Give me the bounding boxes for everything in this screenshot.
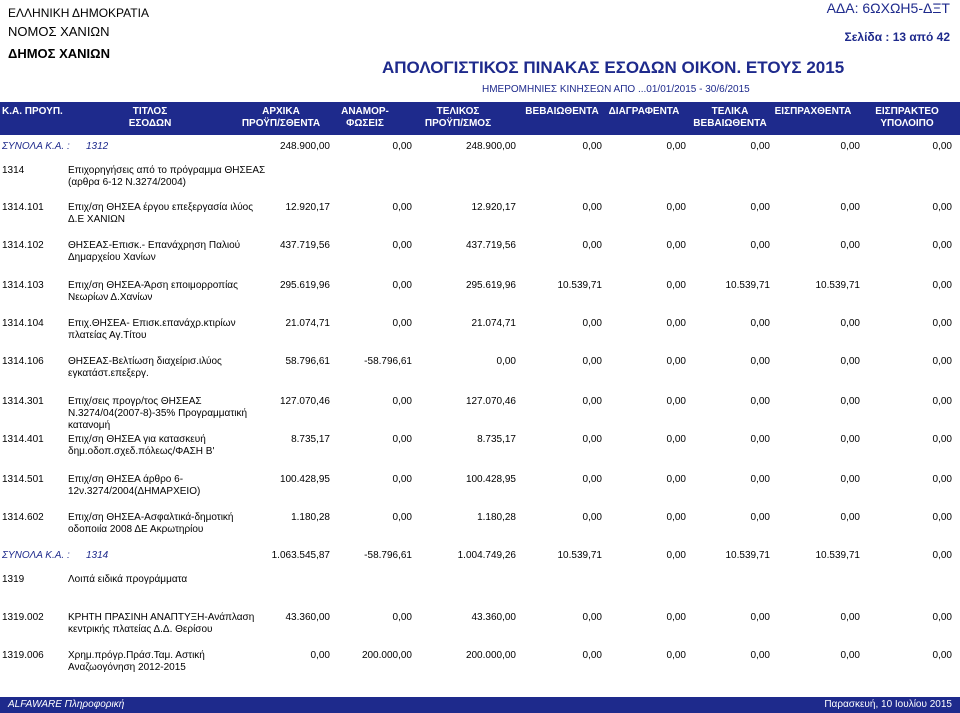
row-value: -58.796,61 [364,356,412,367]
row-value: 0,00 [932,512,952,523]
row-desc: Επιχ.ΘΗΣΕΑ- Επισκ.επανάχρ.κτιρίων πλατείας Αγ.Τίτου [68,318,236,341]
footer-date: Παρασκευή, 10 Ιουλίου 2015 [824,699,952,710]
row-value: 0,00 [750,356,770,367]
row-value: 8.735,17 [291,434,330,445]
row-value: 127.070,46 [279,396,330,407]
row-desc: Επιχ/ση ΘΗΣΕΑ-Ασφαλτικά-δημοτική οδοποιία 2008 ΔΕ Ακρωτηρίου [68,512,234,535]
row-value: 200.000,00 [465,650,516,661]
row-value: 0,00 [582,240,602,251]
row-code: 1314.501 [2,474,44,485]
row-value: 0,00 [932,650,952,661]
prefecture-label: ΝΟΜΟΣ ΧΑΝΙΩΝ [8,24,110,39]
row-value: 0,00 [932,474,952,485]
row-desc: Επιχ/ση ΘΗΣΕΑ-Άρση εποιμορροπίας Νεωρίων Δ.Χανίων [68,280,238,303]
col-remaining: ΕΙΣΠΡΑΚΤΕΟ ΥΠΟΛΟΙΠΟ [875,106,939,129]
subtotal-value: -58.796,61 [364,550,412,561]
footer-vendor: ALFAWARE Πληροφορική [8,699,125,710]
row-code: 1314.106 [2,356,44,367]
subtotal-value: 0,00 [932,550,952,561]
subtotal-value: 10.539,71 [725,550,770,561]
group-code: 1319 [2,574,25,585]
group-title: Επιχορηγήσεις από το πρόγραμμα ΘΗΣΕΑΣ (αρθρα 6-12 Ν.3274/2004) [68,165,266,188]
row-code: 1319.002 [2,612,44,623]
row-desc: ΚΡΗΤΗ ΠΡΑΣΙΝΗ ΑΝΑΠΤΥΞΗ-Ανάπλαση κεντρικής πλατείας Δ.Δ. Θερίσου [68,612,255,635]
col-title: ΤΙΤΛΟΣ ΕΣΟΔΩΝ [128,106,172,129]
row-value: 10.539,71 [815,280,860,291]
ada-code: ΑΔΑ: 6ΩΧΩΗ5-ΔΞΤ [826,0,950,16]
row-value: 0,00 [666,434,686,445]
col-collected: ΕΙΣΠΡΑΧΘΕΝΤΑ [774,106,852,117]
row-value: 295.619,96 [279,280,330,291]
subtotal-value: 0,00 [840,141,860,152]
row-value: 437.719,56 [465,240,516,251]
row-value: 0,00 [392,396,412,407]
row-value: 0,00 [840,474,860,485]
row-value: 0,00 [392,202,412,213]
row-value: 100.428,95 [465,474,516,485]
date-range: ΗΜΕΡΟΜΗΝΙΕΣ ΚΙΝΗΣΕΩΝ ΑΠΟ ...01/01/2015 - 30/6/2015 [482,84,750,95]
col-final-certified: ΤΕΛΙΚΑ ΒΕΒΑΙΩΘΕΝΤΑ [693,106,767,129]
subtotal-value: 248.900,00 [465,141,516,152]
row-value: 0,00 [750,650,770,661]
row-desc: Επιχ/ση ΘΗΣΕΑ έργου επεξεργασία ιλύος Δ.Ε ΧΑΝΙΩΝ [68,202,254,225]
row-value: 0,00 [666,240,686,251]
col-realloc: ΑΝΑΜΟΡ- ΦΩΣΕΙΣ [341,106,389,129]
row-value: 0,00 [932,434,952,445]
row-desc: Χρημ.πρόγρ.Πράσ.Ταμ. Αστική Αναζωογόνηση 2012-2015 [68,650,205,673]
page-indicator: Σελίδα : 13 από 42 [844,30,950,44]
col-initial: ΑΡΧΙΚΑ ΠΡΟΫΠ/ΣΘΕΝΤΑ [241,106,321,129]
row-desc: Επιχ/ση ΘΗΣΕΑ άρθρο 6-12ν.3274/2004(ΔΗΜΑΡΧΕΙΟ) [68,474,201,497]
row-desc: ΘΗΣΕΑΣ-Βελτίωση διαχείρισ.ιλύος εγκατάστ.επεξεργ. [68,356,222,379]
row-value: 0,00 [310,650,330,661]
row-value: 0,00 [392,512,412,523]
row-value: 21.074,71 [285,318,330,329]
row-value: 0,00 [932,202,952,213]
row-value: 12.920,17 [471,202,516,213]
row-value: 0,00 [840,434,860,445]
row-value: 0,00 [666,512,686,523]
row-value: 200.000,00 [361,650,412,661]
row-value: 0,00 [750,240,770,251]
row-value: 0,00 [840,396,860,407]
subtotal-value: 0,00 [750,141,770,152]
row-value: 295.619,96 [465,280,516,291]
row-value: 0,00 [582,512,602,523]
row-desc: Επιχ/ση ΘΗΣΕΑ για κατασκευή δημ.οδοπ.σχεδ.πόλεως/ΦΑΣΗ Β' [68,434,215,457]
row-value: 10.539,71 [557,280,602,291]
row-value: 437.719,56 [279,240,330,251]
row-value: 0,00 [840,356,860,367]
row-value: 0,00 [840,650,860,661]
report-title: ΑΠΟΛΟΓΙΣΤΙΚΟΣ ΠΙΝΑΚΑΣ ΕΣΟΔΩΝ ΟΙΚΟΝ. ΕΤΟΥΣ 2015 [382,58,845,77]
col-deleted: ΔΙΑΓΡΑΦΕΝΤΑ [608,106,680,117]
row-value: 10.539,71 [725,280,770,291]
group-code: 1314 [2,165,25,176]
subtotal-code: 1314 [86,550,109,561]
row-value: 0,00 [392,240,412,251]
row-value: 0,00 [932,396,952,407]
row-code: 1314.602 [2,512,44,523]
row-desc: Επιχ/σεις προγρ/τος ΘΗΣΕΑΣ Ν.3274/04(2007-8)-35% Προγραμματική κατανομή [68,396,248,431]
row-value: 0,00 [750,434,770,445]
row-code: 1314.104 [2,318,44,329]
row-value: 0,00 [582,474,602,485]
row-value: 0,00 [392,612,412,623]
row-value: 100.428,95 [279,474,330,485]
row-value: 0,00 [582,612,602,623]
row-value: 43.360,00 [285,612,330,623]
subtotal-value: 1.004.749,26 [457,550,516,561]
col-ka: Κ.Α. ΠΡΟΥΠ. [2,106,63,117]
row-value: 0,00 [750,396,770,407]
row-value: 0,00 [750,512,770,523]
row-value: 0,00 [840,318,860,329]
row-value: 0,00 [666,318,686,329]
subtotal-value: 0,00 [392,141,412,152]
subtotal-value: 248.900,00 [279,141,330,152]
row-value: 0,00 [666,650,686,661]
row-value: 0,00 [932,356,952,367]
row-value: 127.070,46 [465,396,516,407]
row-value: 0,00 [666,356,686,367]
municipality-label: ΔΗΜΟΣ ΧΑΝΙΩΝ [8,46,110,61]
row-value: 0,00 [582,650,602,661]
row-value: 0,00 [666,474,686,485]
row-value: 21.074,71 [471,318,516,329]
row-value: 0,00 [496,356,516,367]
row-value: 1.180,28 [291,512,330,523]
row-code: 1314.401 [2,434,44,445]
row-value: 0,00 [582,396,602,407]
row-value: 0,00 [392,434,412,445]
row-value: 0,00 [840,202,860,213]
row-value: 0,00 [582,318,602,329]
subtotal-value: 10.539,71 [815,550,860,561]
republic-label: ΕΛΛΗΝΙΚΗ ΔΗΜΟΚΡΑΤΙΑ [8,6,149,20]
row-value: 0,00 [750,318,770,329]
row-value: 0,00 [932,280,952,291]
row-value: 0,00 [932,318,952,329]
subtotal-value: 0,00 [932,141,952,152]
row-value: 0,00 [840,240,860,251]
row-value: 12.920,17 [285,202,330,213]
row-value: 0,00 [750,202,770,213]
row-desc: ΘΗΣΕΑΣ-Επισκ.- Επανάχρηση Παλιού Δημαρχείου Χανίων [68,240,241,263]
row-code: 1314.103 [2,280,44,291]
subtotal-label: ΣΥΝΟΛΑ Κ.Α. : [2,141,70,152]
row-value: 0,00 [932,612,952,623]
subtotal-label: ΣΥΝΟΛΑ Κ.Α. : [2,550,70,561]
group-title: Λοιπά ειδικά προγράμματα [68,574,188,585]
row-code: 1314.102 [2,240,44,251]
col-certified: ΒΕΒΑΙΩΘΕΝΤΑ [525,106,599,117]
row-value: 0,00 [666,396,686,407]
row-value: 0,00 [392,318,412,329]
row-value: 0,00 [392,280,412,291]
subtotal-value: 1.063.545,87 [271,550,330,561]
row-value: 0,00 [666,612,686,623]
row-value: 0,00 [666,280,686,291]
row-value: 1.180,28 [477,512,516,523]
row-value: 0,00 [582,202,602,213]
footer-bar [0,697,960,713]
row-code: 1319.006 [2,650,44,661]
row-value: 0,00 [750,612,770,623]
col-final: ΤΕΛΙΚΟΣ ΠΡΟΫΠ/ΣΜΟΣ [424,106,492,129]
row-value: 0,00 [932,240,952,251]
subtotal-value: 10.539,71 [557,550,602,561]
row-value: 8.735,17 [477,434,516,445]
row-code: 1314.301 [2,396,44,407]
row-value: 0,00 [750,474,770,485]
row-code: 1314.101 [2,202,44,213]
subtotal-code: 1312 [86,141,109,152]
row-value: 0,00 [840,612,860,623]
row-value: 43.360,00 [471,612,516,623]
row-value: 58.796,61 [285,356,330,367]
row-value: 0,00 [392,474,412,485]
subtotal-value: 0,00 [666,141,686,152]
row-value: 0,00 [666,202,686,213]
subtotal-value: 0,00 [666,550,686,561]
subtotal-value: 0,00 [582,141,602,152]
row-value: 0,00 [582,434,602,445]
row-value: 0,00 [840,512,860,523]
row-value: 0,00 [582,356,602,367]
